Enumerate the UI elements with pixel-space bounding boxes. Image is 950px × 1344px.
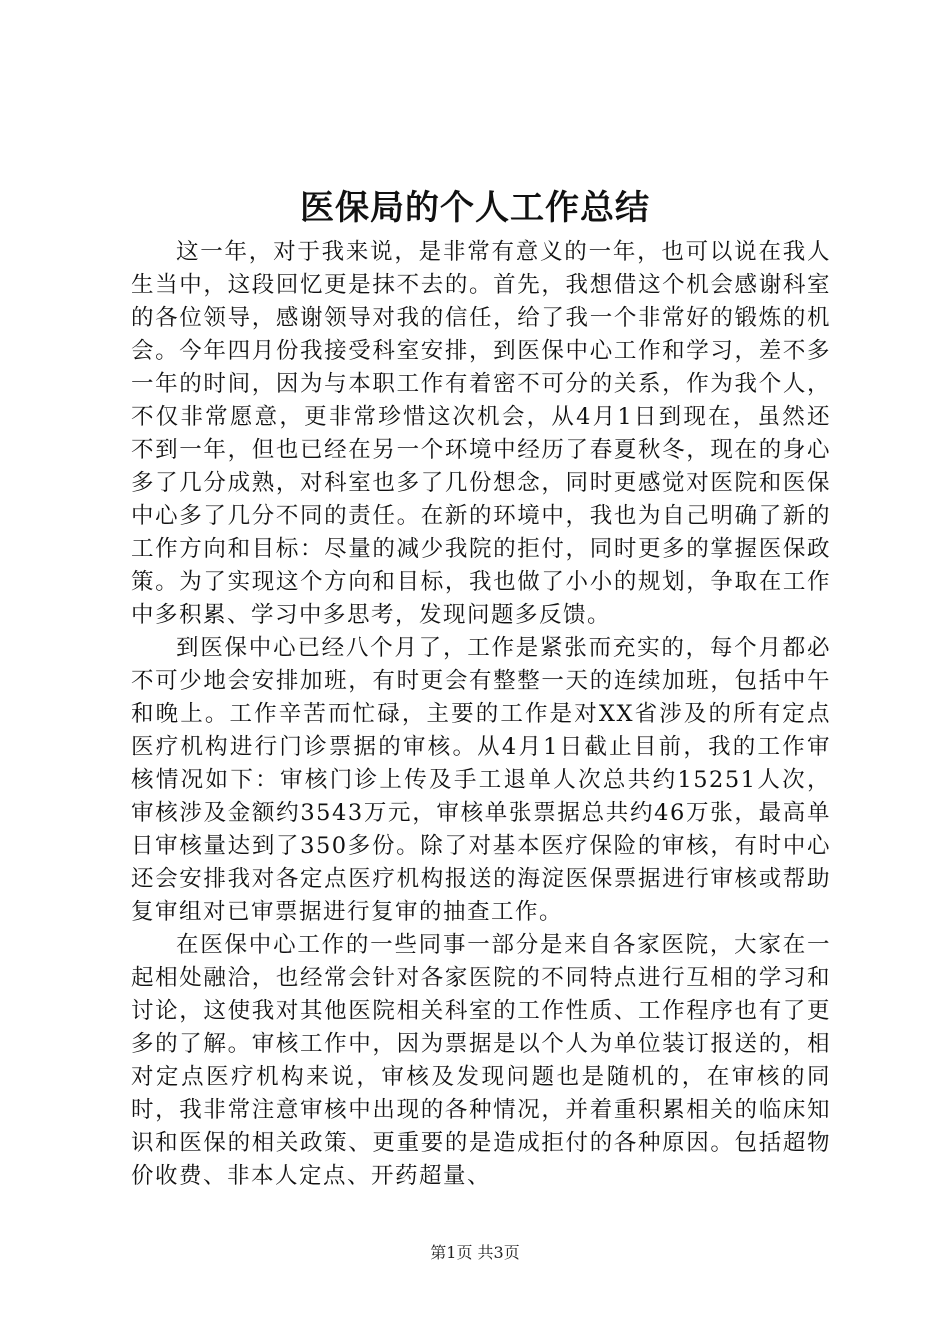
document-body — [131, 236, 831, 1193]
paragraph: 到医保中心已经八个月了，工作是紧张而充实的，每个月都必不可少地会安排加班，有时更会有整整一天的连续加班，包括中午和晚上。工作辛苦而忙碌，主要的工作是对XX省涉及的所有定点医疗机构进行门诊票据的审核。从4月1日截止目前，我的工作审核情况如下：审核门诊上传及手工退单人次总共约15251人次，审核涉及金额约3543万元，审核单张票据总共约46万张，最高单日审核量达到了350多份。除了对基本医疗保险的审核，有时中心还会安排我对各定点医疗机构报送的海淀医保票据进行审核或帮助复审组对已审票据进行复审的抽查工作。 — [131, 635, 831, 925]
document-title: 医保局的个人工作总结 — [300, 188, 650, 228]
page-number-footer: 第1页 共3页 — [430, 1243, 520, 1262]
paragraph: 在医保中心工作的一些同事一部分是来自各家医院，大家在一起相处融洽，也经常会针对各家医院的不同特点进行互相的学习和讨论，这使我对其他医院相关科室的工作性质、工作程序也有了更多的了解。审核工作中，因为票据是以个人为单位装订报送的，相对定点医疗机构来说，审核及发现问题也是随机的，在审核的同时，我非常注意审核中出现的各种情况，并着重积累相关的临床知识和医保的相关政策、更重要的是造成拒付的各种原因。包括超物价收费、非本人定点、开药超量、 — [131, 932, 831, 1189]
paragraph: 这一年，对于我来说，是非常有意义的一年，也可以说在我人生当中，这段回忆更是抹不去的。首先，我想借这个机会感谢科室的各位领导，感谢领导对我的信任，给了我一个非常好的锻炼的机会。今年四月份我接受科室安排，到医保中心工作和学习，差不多一年的时间，因为与本职工作有着密不可分的关系，作为我个人，不仅非常愿意，更非常珍惜这次机会，从4月1日到现在，虽然还不到一年，但也已经在另一个环境中经历了春夏秋冬，现在的身心多了几分成熟，对科室也多了几份想念，同时更感觉对医院和医保中心多了几分不同的责任。在新的环境中，我也为自己明确了新的工作方向和目标：尽量的减少我院的拒付，同时更多的掌握医保政策。为了实现这个方向和目标，我也做了小小的规划，争取在工作中多积累、学习中多思考，发现问题多反馈。 — [131, 239, 831, 628]
